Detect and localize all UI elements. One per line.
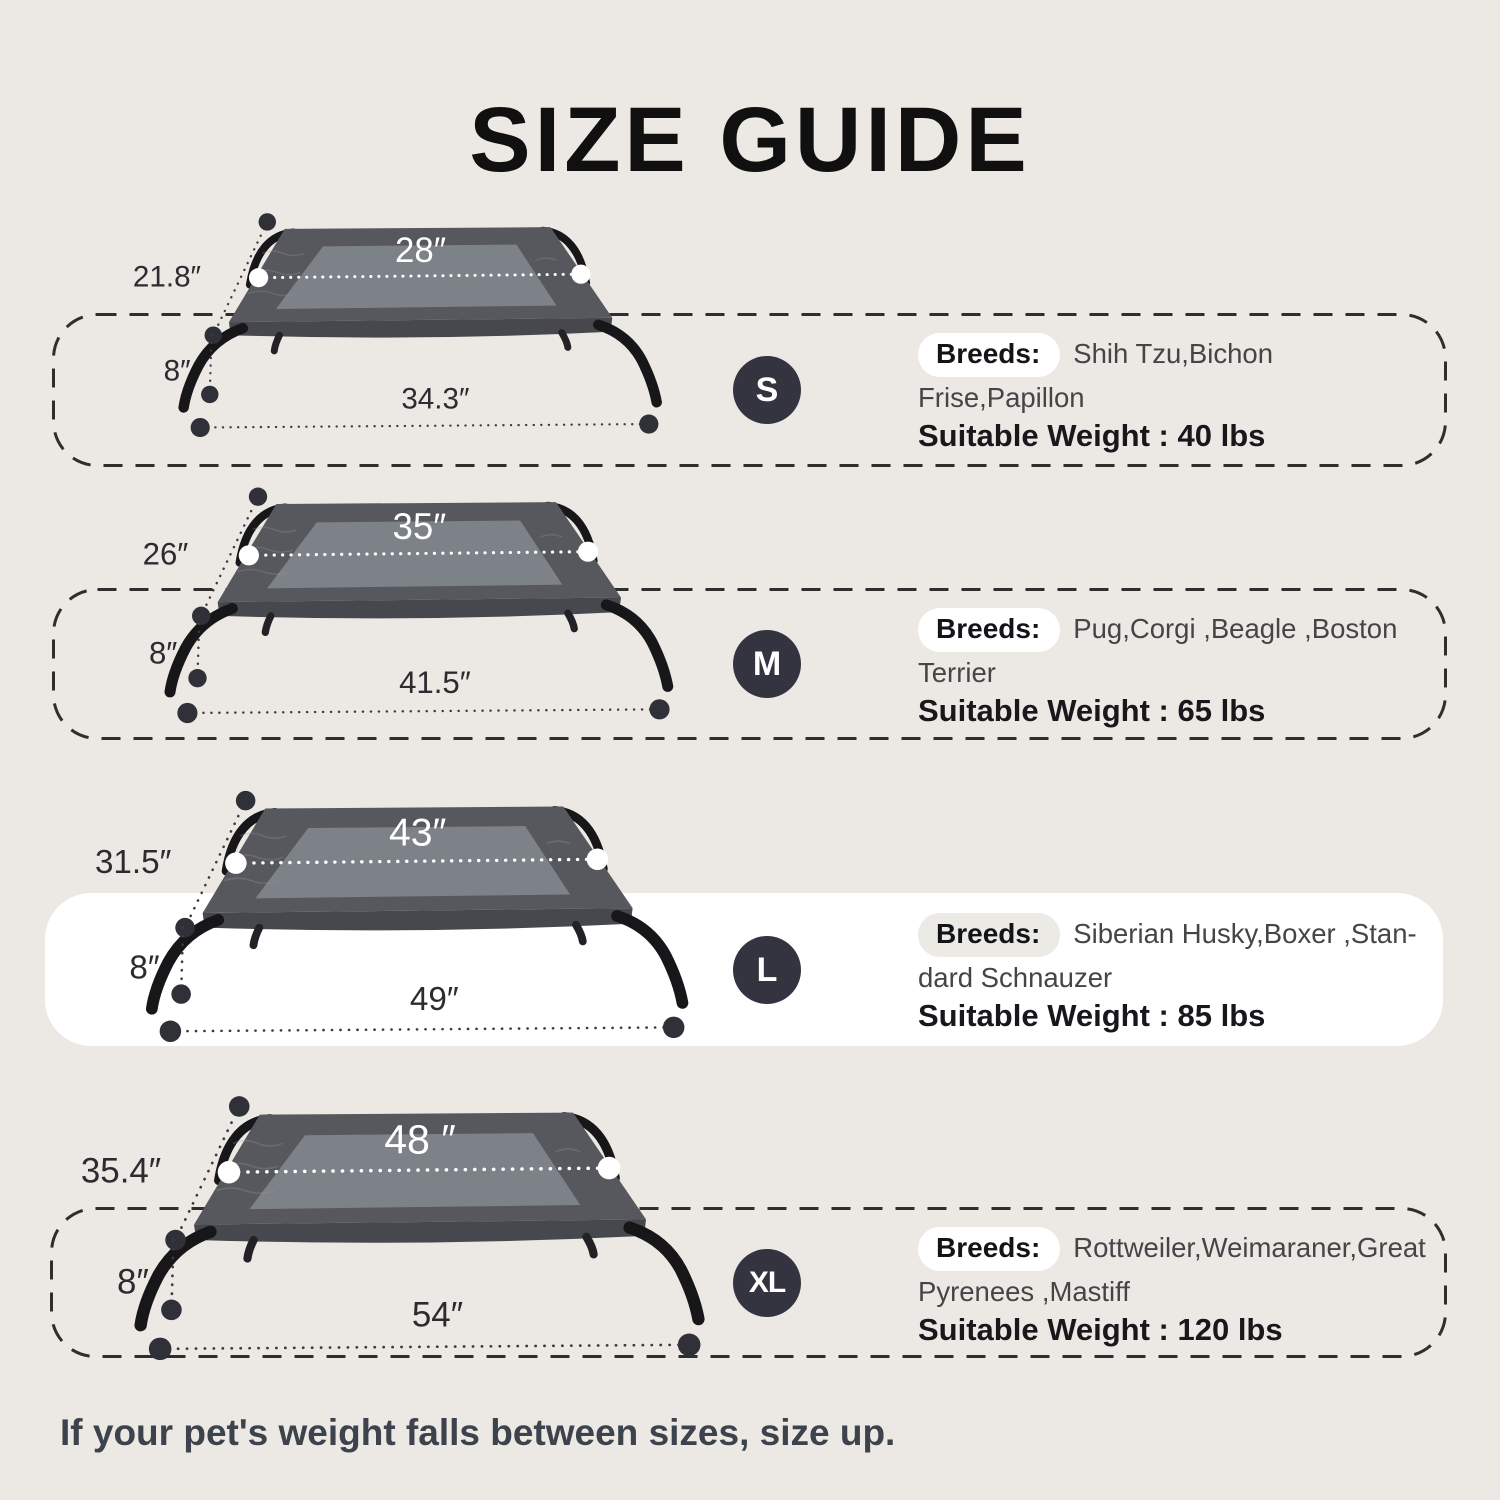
length-label: 34.3″ bbox=[401, 382, 470, 416]
row-info-xl bbox=[918, 1227, 1446, 1348]
length-dimension bbox=[177, 665, 669, 723]
page-title: SIZE GUIDE bbox=[469, 89, 1031, 191]
size-letter: S bbox=[755, 370, 779, 409]
breeds-line bbox=[918, 333, 1446, 418]
bed-illustration-s bbox=[100, 208, 675, 443]
depth-label: 31.5″ bbox=[94, 843, 172, 881]
length-dimension bbox=[191, 382, 659, 437]
size-badge-s bbox=[733, 356, 801, 424]
row-info-s bbox=[918, 333, 1446, 454]
length-dimension bbox=[149, 1295, 701, 1360]
size-badge-xl bbox=[733, 1249, 801, 1317]
length-dimension bbox=[160, 981, 685, 1042]
suitable-weight: Suitable Weight : 40 lbs bbox=[918, 418, 1266, 454]
length-label: 41.5″ bbox=[399, 664, 471, 700]
suitable-weight: Suitable Weight : 85 lbs bbox=[918, 998, 1266, 1034]
size-letter: XL bbox=[748, 1266, 786, 1299]
row-info-m bbox=[918, 608, 1446, 729]
breeds-list: Shih Tzu,Bichon Frise,Papillon bbox=[918, 338, 1274, 413]
size-badge-m bbox=[733, 630, 801, 698]
suitable-weight: Suitable Weight : 65 lbs bbox=[918, 693, 1266, 729]
depth-label: 26″ bbox=[142, 536, 189, 572]
breeds-label-pill: Breeds: bbox=[918, 1227, 1060, 1271]
length-label: 54″ bbox=[411, 1295, 464, 1335]
breeds-label-pill: Breeds: bbox=[918, 333, 1060, 377]
width-label: 28″ bbox=[395, 231, 447, 271]
bed-illustration-m bbox=[82, 482, 687, 730]
height-label: 8″ bbox=[129, 949, 160, 987]
length-label: 49″ bbox=[409, 980, 459, 1018]
breeds-line bbox=[918, 913, 1446, 998]
height-label: 8″ bbox=[148, 635, 178, 671]
row-info-l bbox=[918, 913, 1446, 1034]
breeds-list: Siberian Husky,Boxer ,Stan-dard Schnauzer bbox=[918, 918, 1417, 993]
height-label: 8″ bbox=[163, 354, 191, 388]
breeds-label-pill: Breeds: bbox=[918, 608, 1060, 652]
footnote: If your pet's weight falls between sizes, size up. bbox=[60, 1412, 896, 1453]
bed-illustration-l bbox=[58, 785, 703, 1049]
height-label: 8″ bbox=[117, 1262, 149, 1302]
size-letter: M bbox=[752, 644, 782, 683]
breeds-line bbox=[918, 608, 1446, 693]
depth-label: 35.4″ bbox=[80, 1151, 162, 1191]
depth-label: 21.8″ bbox=[132, 260, 202, 294]
width-label: 43″ bbox=[388, 811, 447, 855]
width-label: 35″ bbox=[392, 505, 447, 547]
breeds-list: Rottweiler,Weimaraner,Great Pyrenees ,Mastiff bbox=[918, 1232, 1426, 1307]
bed-illustration-xl bbox=[42, 1090, 720, 1367]
breeds-list: Pug,Corgi ,Beagle ,Boston Terrier bbox=[918, 613, 1398, 688]
size-letter: L bbox=[756, 950, 778, 989]
breeds-line bbox=[918, 1227, 1446, 1312]
suitable-weight: Suitable Weight : 120 lbs bbox=[918, 1312, 1283, 1348]
size-badge-l bbox=[733, 936, 801, 1004]
breeds-label-pill: Breeds: bbox=[918, 913, 1060, 957]
width-label: 48 ″ bbox=[384, 1116, 456, 1163]
